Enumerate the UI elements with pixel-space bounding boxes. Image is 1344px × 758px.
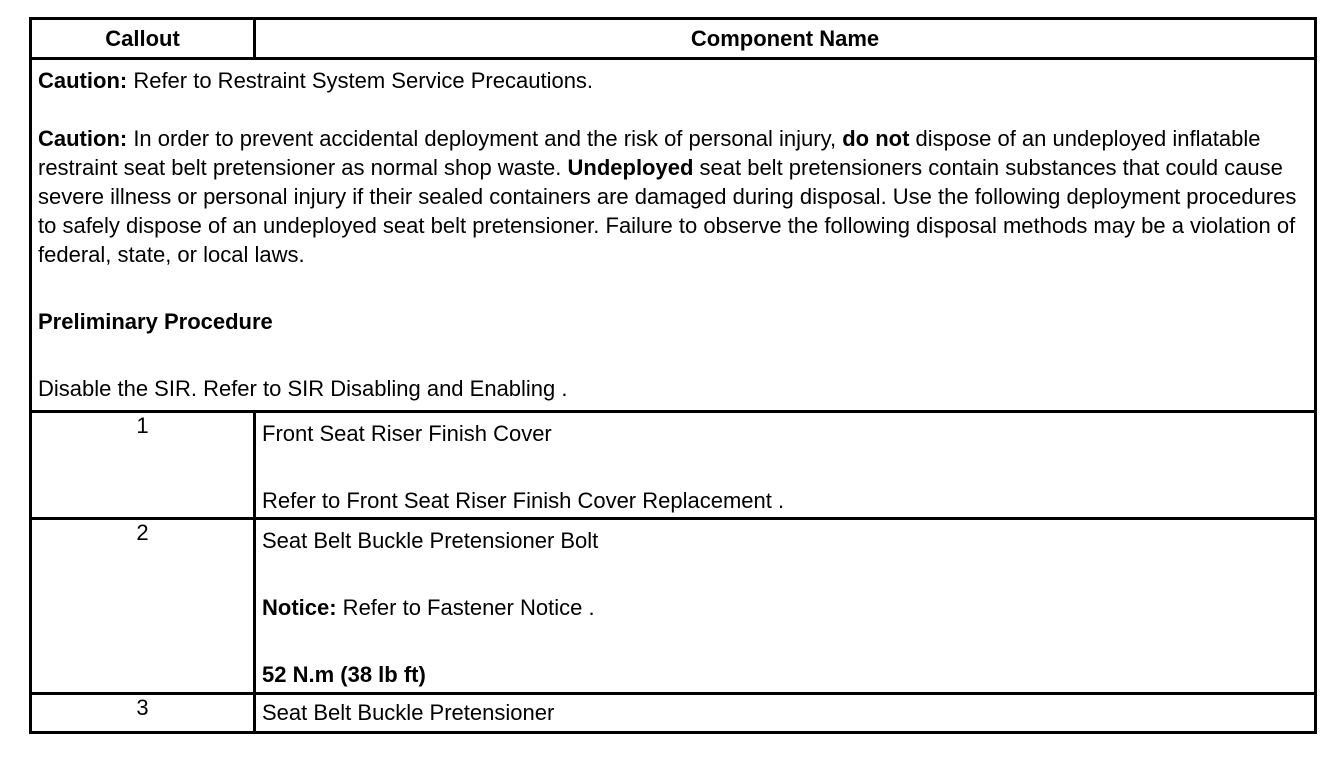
caution-restraint-precautions: Caution: Refer to Restraint System Service Precautions. — [38, 68, 594, 93]
component-cell-3 — [255, 694, 1316, 733]
component-name-1: Front Seat Riser Finish Cover — [262, 421, 552, 446]
intro-row — [31, 59, 1316, 412]
component-name-header: Component Name — [255, 19, 1316, 59]
component-torque-2: 52 N.m (38 lb ft) — [262, 662, 426, 687]
component-cell-1 — [255, 412, 1316, 519]
table-row — [31, 694, 1316, 733]
callout-2: 2 — [31, 519, 255, 694]
table-row — [31, 519, 1316, 694]
component-notice-2: Notice: Refer to Fastener Notice . — [262, 595, 595, 620]
component-reference-1: Refer to Front Seat Riser Finish Cover Replacement . — [262, 488, 785, 513]
preliminary-procedure-step: Disable the SIR. Refer to SIR Disabling and Enabling . — [38, 376, 568, 401]
table-row — [31, 412, 1316, 519]
caution-disposal: Caution: In order to prevent accidental deployment and the risk of personal injury, do not dispose of an undeployed inflatable restraint seat belt pretensioner as normal shop waste. Undeployed seat belt pretensioners contain substances that could cause severe illness or personal injury if their sealed containers are damaged during disposal. Use the following deployment procedures to safely dispose of an undeployed seat belt pretensioner. Failure to observe the following disposal methods may be a violation of federal, state, or local laws. — [38, 126, 1297, 267]
component-table — [29, 17, 1317, 734]
header-row — [31, 19, 1316, 59]
component-name-3: Seat Belt Buckle Pretensioner — [262, 700, 555, 725]
callout-header: Callout — [31, 19, 255, 59]
component-cell-2 — [255, 519, 1316, 694]
component-name-2: Seat Belt Buckle Pretensioner Bolt — [262, 528, 599, 553]
intro-cell — [31, 59, 1316, 412]
callout-1: 1 — [31, 412, 255, 519]
callout-3: 3 — [31, 694, 255, 733]
preliminary-procedure-heading: Preliminary Procedure — [38, 309, 273, 334]
